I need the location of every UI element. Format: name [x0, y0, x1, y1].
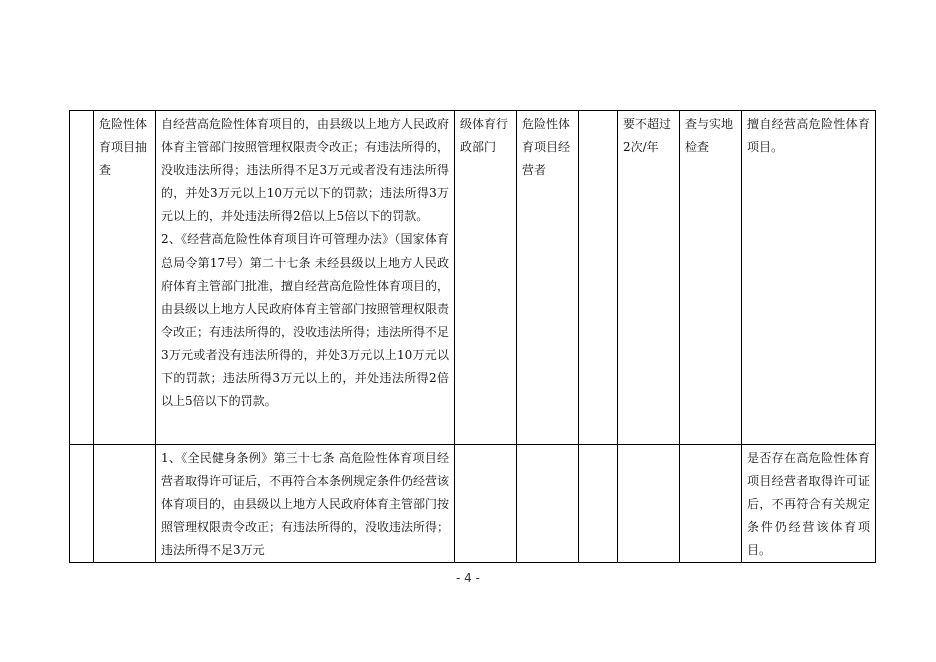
subject-cell: 级体育行政部门 — [455, 111, 517, 445]
ratio-cell — [579, 111, 618, 445]
basis-paragraph: 自经营高危险性体育项目的，由县级以上地方人民政府体育主管部门按照管理权限责令改正；有违法所得的，没收违法所得；违法所得不足3万元或者没有违法所得的，并处3万元以上10万元以下的罚款；违法所得3万元以上的，并处违法所得2倍以上5倍以下的罚款。 — [161, 117, 450, 224]
subject-cell — [455, 445, 517, 563]
index-cell — [70, 111, 94, 445]
inspection-table — [69, 110, 876, 563]
basis-paragraph: 2、《经营高危险性体育项目许可管理办法》（国家体育总局令第17号）第二十七条 未经县级以上地方人民政府体育主管部门批准，擅自经营高危险性体育项目的，由县级以上地方人民政府体育主管部门按照管理权限责令改正；有违法所得的，没收违法所得；违法所得不足3万元或者没有违法所得的，并处3万元以上10万元以下的罚款；违法所得3万元以上的，并处违法所得2倍以上5倍以下的罚款。 — [161, 232, 450, 409]
frequency-cell: 要不超过2次/年 — [618, 111, 680, 445]
basis-cell — [156, 111, 455, 445]
item-cell — [94, 445, 156, 563]
table-row — [70, 111, 876, 445]
item-cell: 危险性体育项目抽查 — [94, 111, 156, 445]
object-cell: 危险性体育项目经营者 — [517, 111, 579, 445]
index-cell — [70, 445, 94, 563]
frequency-cell — [618, 445, 680, 563]
method-cell — [680, 445, 742, 563]
content-cell: 是否存在高危险性体育项目经营者取得许可证后，不再符合有关规定条件仍经营该体育项目。 — [742, 445, 876, 563]
basis-cell — [156, 445, 455, 563]
content-cell: 擅自经营高危险性体育项目。 — [742, 111, 876, 445]
table-row — [70, 445, 876, 563]
object-cell — [517, 445, 579, 563]
method-cell: 查与实地检查 — [680, 111, 742, 445]
page-number: - 4 - — [456, 571, 480, 585]
basis-paragraph: 1、《全民健身条例》第三十七条 高危险性体育项目经营者取得许可证后，不再符合本条例规定条件仍经营该体育项目的，由县级以上地方人民政府体育主管部门按照管理权限责令改正；有违法所得的，没收违法所得；违法所得不足3万元 — [161, 451, 450, 558]
ratio-cell — [579, 445, 618, 563]
